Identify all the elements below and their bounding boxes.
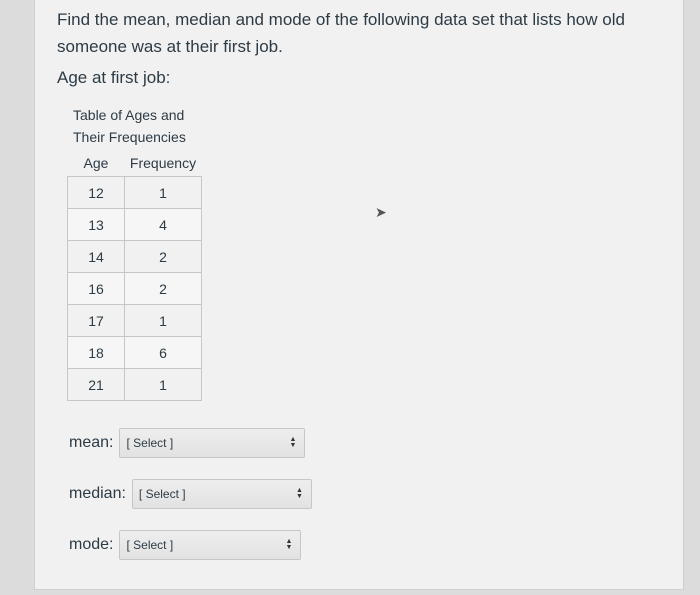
frequency-cell: 4: [125, 209, 202, 241]
select-arrows-icon: ▲ ▼: [289, 436, 297, 449]
table-row: [68, 273, 202, 305]
table-row: [68, 305, 202, 337]
question-text: Find the mean, median and mode of the following data set that lists how old someone was at their first job.: [57, 10, 625, 56]
table-row: [68, 177, 202, 209]
mode-select-value: [ Select ]: [126, 538, 174, 552]
mode-label: mode:: [69, 536, 114, 553]
table-caption: Table of Ages and Their Frequencies: [73, 107, 186, 145]
age-cell: 12: [68, 177, 125, 209]
mode-select[interactable]: [119, 530, 301, 560]
median-label: median:: [69, 485, 126, 502]
frequency-cell: 1: [125, 177, 202, 209]
question-subheading: Age at first job:: [57, 68, 171, 87]
cursor-icon: ➤: [375, 204, 387, 220]
frequency-table: [67, 150, 202, 401]
select-arrows-icon: ▲ ▼: [285, 538, 293, 551]
select-arrows-icon: ▲ ▼: [295, 487, 303, 500]
mean-select-value: [ Select ]: [126, 436, 174, 450]
question-panel: [34, 0, 684, 590]
frequency-cell: 2: [125, 241, 202, 273]
age-cell: 13: [68, 209, 125, 241]
age-cell: 17: [68, 305, 125, 337]
mean-row: [69, 428, 305, 458]
frequency-cell: 1: [125, 369, 202, 401]
age-cell: 14: [68, 241, 125, 273]
column-header-frequency: Frequency: [129, 155, 197, 171]
median-select-value: [ Select ]: [138, 487, 186, 501]
table-row: [68, 337, 202, 369]
column-header-age: Age: [83, 155, 109, 171]
age-cell: 21: [68, 369, 125, 401]
median-row: [69, 479, 312, 509]
age-cell: 16: [68, 273, 125, 305]
table-row: [68, 369, 202, 401]
frequency-cell: 6: [125, 337, 202, 369]
mean-select[interactable]: [119, 428, 305, 458]
frequency-cell: 2: [125, 273, 202, 305]
table-row: [68, 209, 202, 241]
mode-row: [69, 530, 301, 560]
table-row: [68, 241, 202, 273]
mean-label: mean:: [69, 434, 114, 451]
frequency-cell: 1: [125, 305, 202, 337]
age-cell: 18: [68, 337, 125, 369]
median-select[interactable]: [132, 479, 312, 509]
